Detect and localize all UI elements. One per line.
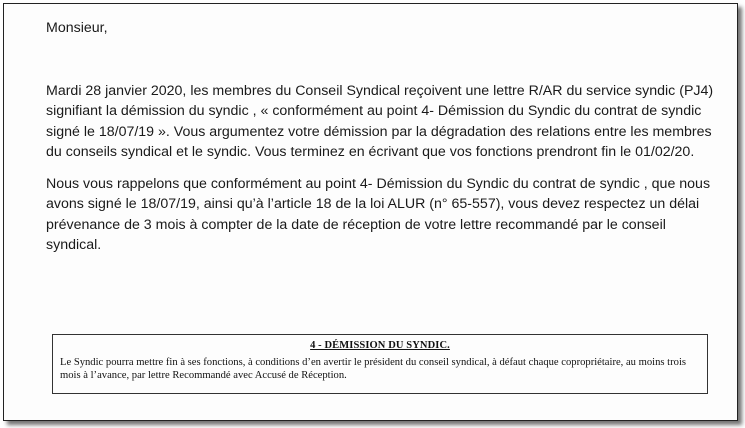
document-frame	[3, 3, 738, 421]
excerpt-body: Le Syndic pourra mettre fin à ses fonctions, à conditions d’en avertir le président du conseil syndical, à défaut chaque copropriétaire, au moins trois mois à l’avance, par lettre Recommandé avec Accusé de Réception.	[60, 357, 687, 381]
letter-greeting: Monsieur,	[46, 20, 108, 36]
contract-excerpt-box	[52, 334, 708, 394]
excerpt-title: 4 - DÉMISSION DU SYNDIC.	[310, 340, 450, 351]
letter-body	[46, 18, 716, 267]
letter-paragraph-1: Mardi 28 janvier 2020, les membres du Conseil Syndical reçoivent une lettre R/AR du service syndic (PJ4) signifiant la démission du syndic , « conformément au point 4- Démission du Syndic du contrat de syndic signé le 18/07/19 ». Vous argumentez votre démission par la dégradation des relations entre les membres du conseils syndical et le syndic. Vous terminez en écrivant que vos fonctions prendront fin le 01/02/20.	[46, 82, 714, 160]
letter-paragraph-2: Nous vous rappelons que conformément au point 4- Démission du Syndic du contrat de syndic , que nous avons signé le 18/07/19, ainsi qu’à l’article 18 de la loi ALUR (n° 65-557), vous devez respectez un délai prévenance de 3 mois à compter de la date de réception de votre lettre recommandé par le conseil syndical.	[46, 175, 711, 253]
